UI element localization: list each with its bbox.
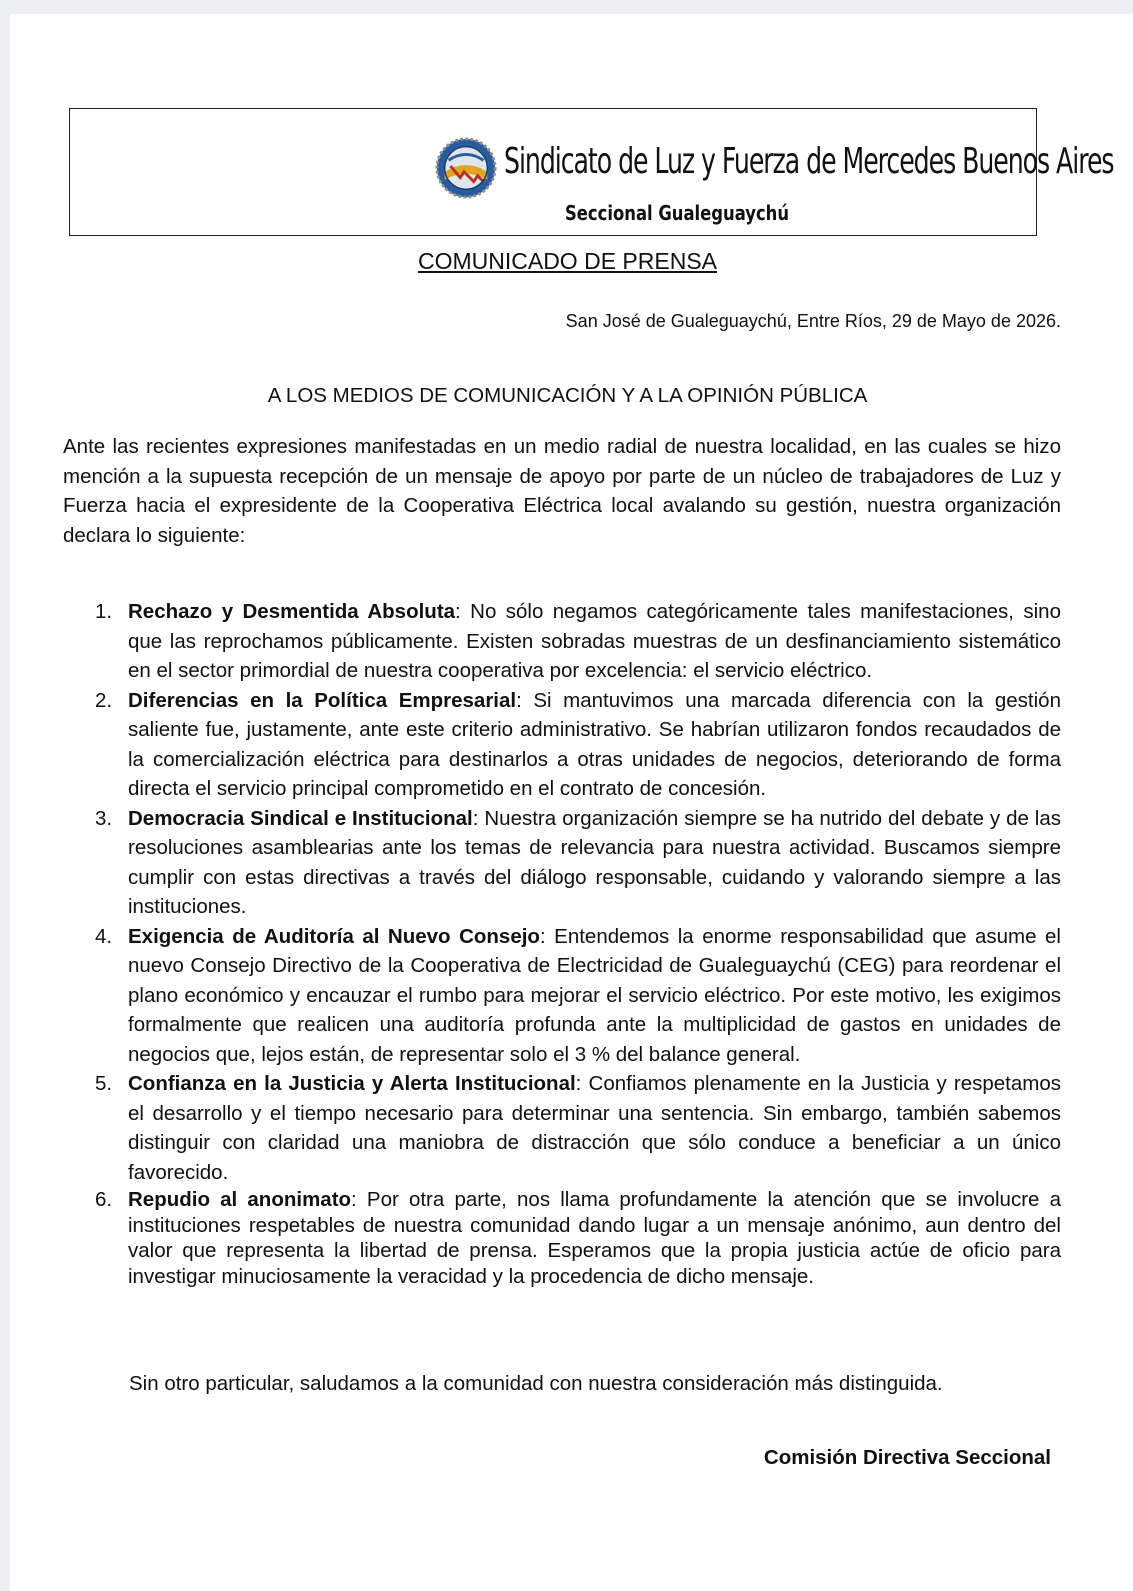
- union-emblem-icon: [435, 137, 497, 199]
- item-text: : Nuestra organización siempre se ha nutrido del debate y de las resoluciones asamblearias ante los temas de relevancia para nuestra actividad. Buscamos siempre cumplir con estas directivas a través del diálogo responsable, cuidando y valorando siempre a las instituciones.: [128, 806, 1061, 918]
- document-page: [10, 14, 1133, 1591]
- list-item: [90, 804, 1061, 922]
- closing-line: Sin otro particular, saludamos a la comunidad con nuestra consideración más distinguida.: [129, 1372, 943, 1395]
- dateline: San José de Gualeguaychú, Entre Ríos, 29 de Mayo de 2026.: [565, 311, 1061, 331]
- item-heading: Democracia Sindical e Institucional: [128, 806, 473, 830]
- org-name: Sindicato de Luz y Fuerza de Mercedes Buenos Aires: [504, 141, 1114, 182]
- item-number: 6.: [95, 1188, 113, 1211]
- item-text: : No sólo negamos categóricamente tales manifestaciones, sino que las reprochamos públicamente. Existen sobradas muestras de un desfinanciamiento sistemático en el sector primordial de nuestra cooperativa por excelencia: el servicio eléctrico.: [128, 600, 1061, 682]
- item-number: 4.: [95, 924, 113, 948]
- item-number: 3.: [95, 806, 113, 830]
- item-number: 1.: [95, 600, 113, 623]
- item-heading: Repudio al anonimato: [128, 1188, 352, 1211]
- list-item: [90, 686, 1061, 804]
- item-text: : Si mantuvimos una marcada diferencia con la gestión saliente fue, justamente, ante este criterio administrativo. Se habrían utilizaron fondos recaudados de la comercialización eléctrica para destinarlos a otras unidades de negocios, deteriorando de forma directa el servicio principal comprometido en el contrato de concesión.: [128, 688, 1061, 800]
- item-text: : Entendemos la enorme responsabilidad que asume el nuevo Consejo Directivo de la Cooperativa de Electricidad de Gualeguaychú (CEG) para reordenar el plano económico y encauzar el rumbo para mejorar el servicio eléctrico. Por este motivo, les exigimos formalmente que realicen una auditoría profunda ante la multiplicidad de gastos en unidades de negocios que, lejos están, de representar solo el 3 % del balance general.: [128, 924, 1061, 1066]
- item-text: : Confiamos plenamente en la Justicia y respetamos el desarrollo y el tiempo necesario para determinar una sentencia. Sin embargo, también sabemos distinguir con claridad una maniobra de distracción que sólo conduce a beneficiar a un único favorecido.: [128, 1072, 1061, 1184]
- item-heading: Rechazo y Desmentida Absoluta: [128, 600, 456, 623]
- item-heading: Exigencia de Auditoría al Nuevo Consejo: [128, 924, 540, 948]
- signature: Comisión Directiva Seccional: [763, 1446, 1051, 1469]
- list-item: [90, 1069, 1061, 1187]
- item-heading: Diferencias en la Política Empresarial: [128, 688, 517, 712]
- points-list: [90, 597, 1061, 1289]
- item-text: : Por otra parte, nos llama profundamente la atención que se involucre a instituciones respetables de nuestra comunidad dando lugar a un mensaje anónimo, aun dentro del valor que representa la libertad de prensa. Esperamos que la propia justicia actúe de oficio para investigar minuciosamente la veracidad y la procedencia de dicho mensaje.: [128, 1188, 1061, 1288]
- item-heading: Confianza en la Justicia y Alerta Institucional: [128, 1072, 576, 1095]
- list-item: [90, 597, 1061, 686]
- item-number: 2.: [95, 688, 113, 712]
- list-item: [90, 1187, 1061, 1289]
- branch-name: Seccional Gualeguaychú: [565, 201, 790, 225]
- intro-paragraph: Ante las recientes expresiones manifestadas en un medio radial de nuestra localidad, en las cuales se hizo mención a la supuesta recepción de un mensaje de apoyo por parte de un núcleo de trabajadores de Luz y Fuerza hacia el expresidente de la Cooperativa Eléctrica local avalando su gestión, nuestra organización declara lo siguiente:: [63, 435, 1061, 547]
- letterhead: [69, 108, 1114, 236]
- addressee: A LOS MEDIOS DE COMUNICACIÓN Y A LA OPINIÓN PÚBLICA: [267, 384, 868, 407]
- document-title: COMUNICADO DE PRENSA: [417, 248, 718, 274]
- item-number: 5.: [95, 1072, 113, 1095]
- list-item: [90, 922, 1061, 1070]
